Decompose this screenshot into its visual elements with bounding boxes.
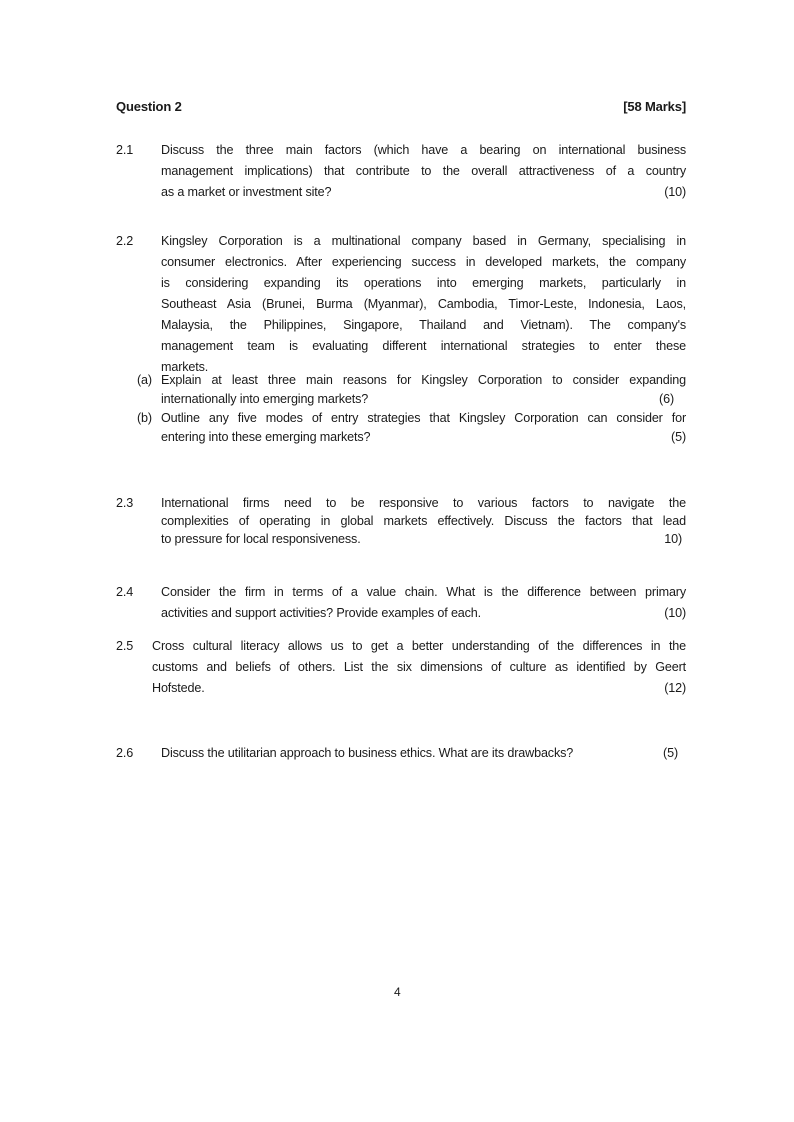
text-line: entering into these emerging markets?: [161, 430, 371, 444]
text-line: is considering expanding its operations into emerging markets, particularly in: [161, 276, 686, 290]
text-line: Kingsley Corporation is a multinational company based in Germany, specialising in: [161, 234, 686, 248]
question-number: 2.1: [116, 143, 134, 157]
total-marks: [58 Marks]: [623, 99, 686, 114]
text-line: Discuss the utilitarian approach to business ethics. What are its drawbacks?: [161, 746, 574, 760]
question-2-2: [161, 231, 686, 378]
page-number: 4: [394, 985, 401, 999]
text-line: markets.: [161, 360, 209, 374]
text-line: consumer electronics. After experiencing success in developed markets, the company: [161, 255, 686, 269]
question-2-5: [152, 636, 686, 699]
text-line: internationally into emerging markets?: [161, 392, 369, 406]
text-line: International firms need to be responsive to various factors to navigate the: [161, 496, 686, 510]
question-2-3: [161, 494, 686, 548]
text-line: management team is evaluating different international strategies to enter these: [161, 339, 686, 353]
text-line: Discuss the three main factors (which have a bearing on international business: [161, 143, 686, 157]
marks: (10): [664, 185, 686, 199]
question-number: 2.6: [116, 746, 134, 760]
question-2-6: [161, 743, 686, 764]
question-number: 2.4: [116, 585, 134, 599]
question-number: 2.2: [116, 234, 134, 248]
text-line: customs and beliefs of others. List the six dimensions of culture as identified by Geert: [152, 660, 686, 674]
text-line: as a market or investment site?: [161, 185, 332, 199]
part-label: (b): [137, 411, 152, 425]
text-line: management implications) that contribute to the overall attractiveness of a country: [161, 164, 686, 178]
question-number: 2.3: [116, 496, 134, 510]
part-label: (a): [137, 373, 152, 387]
question-2-4: [161, 582, 686, 624]
text-line: Hofstede.: [152, 681, 205, 695]
marks: 10): [664, 532, 682, 546]
text-line: activities and support activities? Provide examples of each.: [161, 606, 482, 620]
marks: (5): [671, 430, 686, 444]
text-line: Consider the firm in terms of a value chain. What is the difference between primary: [161, 585, 686, 599]
marks: (6): [659, 392, 674, 406]
marks: (5): [663, 746, 678, 760]
text-line: Cross cultural literacy allows us to get a better understanding of the differences in the: [152, 639, 686, 653]
text-line: to pressure for local responsiveness.: [161, 532, 361, 546]
question-2-1: [161, 140, 686, 203]
marks: (12): [664, 681, 686, 695]
text-line: complexities of operating in global markets effectively. Discuss the factors that lead: [161, 514, 686, 528]
marks: (10): [664, 606, 686, 620]
text-line: Outline any five modes of entry strategies that Kingsley Corporation can consider for: [161, 411, 686, 425]
text-line: Explain at least three main reasons for Kingsley Corporation to consider expanding: [161, 373, 686, 387]
text-line: Malaysia, the Philippines, Singapore, Thailand and Vietnam). The company's: [161, 318, 686, 332]
question-number: 2.5: [116, 639, 134, 653]
question-title: Question 2: [116, 99, 182, 114]
text-line: Southeast Asia (Brunei, Burma (Myanmar), Cambodia, Timor-Leste, Indonesia, Laos,: [161, 297, 686, 311]
